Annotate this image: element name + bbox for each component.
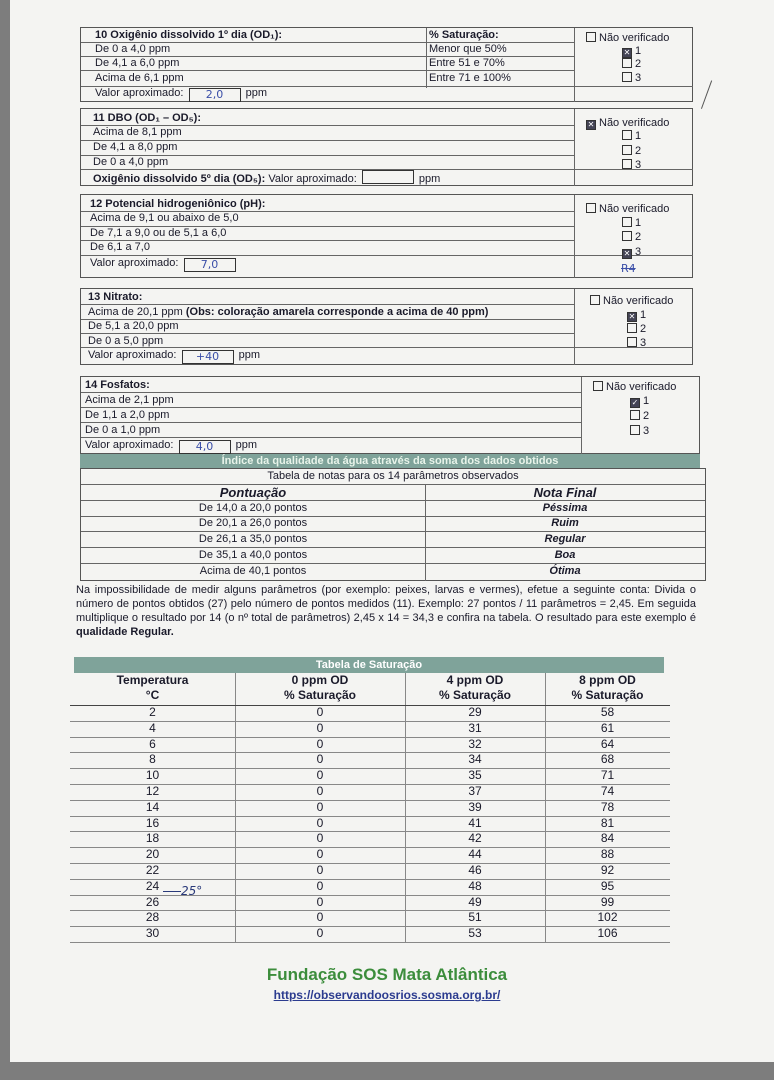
sat-col-subheader: °C	[145, 688, 160, 702]
s11-option-3[interactable]	[622, 158, 641, 172]
s10-range-3: Acima de 6,1 ppm	[95, 72, 184, 84]
grade-row-label: Ruim	[551, 517, 579, 529]
option-label: 2	[643, 410, 650, 422]
s12-range-1: Acima de 9,1 ou abaixo de 5,0	[90, 212, 239, 224]
sat-cell: 68	[600, 752, 615, 767]
sat-cell: 53	[468, 926, 482, 941]
checkbox-checked-icon[interactable]: ✕	[628, 312, 636, 321]
checkbox-icon[interactable]	[627, 323, 637, 333]
s10-range-1: De 0 a 4,0 ppm	[95, 43, 171, 55]
sat-cell: 81	[600, 815, 615, 830]
s10-sat-row-1: Menor que 50%	[429, 43, 507, 55]
section-12-title: 12 Potencial hidrogeniônico (pH):	[90, 198, 266, 210]
sat-cell: 88	[600, 847, 615, 862]
s11-od5-field[interactable]	[362, 170, 414, 184]
index-header-bar: Índice da qualidade da água através da soma dos dados obtidos	[80, 454, 700, 468]
observation-note: (Obs: coloração amarela corresponde a acima de 40 ppm)	[185, 306, 489, 318]
s13-option-3[interactable]	[627, 336, 646, 350]
section-11-title: 11 DBO (OD₁ – OD₅):	[93, 112, 201, 124]
sat-col-subheader: % Saturação	[438, 688, 512, 702]
od5-label: Oxigênio dissolvido 5º dia (OD₅):	[93, 173, 266, 185]
s12-not-verified-option[interactable]	[586, 202, 669, 216]
section-10-oxygen	[80, 27, 693, 102]
option-label: 1	[640, 309, 647, 321]
s13-value-row	[88, 348, 260, 362]
s12-option-2[interactable]	[622, 230, 641, 244]
option-label: 2	[635, 231, 642, 243]
option-label: 1	[635, 130, 642, 142]
s11-range-2: De 4,1 a 8,0 ppm	[93, 141, 178, 153]
s11-option-2[interactable]	[622, 144, 641, 158]
s11-od5-row	[93, 170, 440, 184]
checkbox-icon[interactable]	[593, 381, 603, 391]
col-header-grade: Nota Final	[533, 485, 597, 500]
s14-range-1: Acima de 2,1 ppm	[85, 394, 174, 406]
sat-cell: 51	[468, 910, 482, 925]
saturation-table	[70, 673, 670, 951]
s13-range-2: De 5,1 a 20,0 ppm	[88, 320, 179, 332]
sat-col-subheader: % Saturação	[283, 688, 357, 702]
checkbox-checked-icon[interactable]: ✕	[623, 249, 631, 258]
checkbox-icon[interactable]	[586, 32, 596, 42]
sat-cell: 16	[145, 815, 160, 830]
unit: ppm	[245, 87, 267, 99]
sat-cell: 24	[145, 878, 160, 893]
s14-value-field[interactable]: 4,0	[179, 440, 231, 454]
sat-cell: 18	[145, 831, 160, 846]
sat-cell: 14	[145, 799, 160, 814]
value-label: Valor aproximado:	[88, 349, 177, 361]
s13-option-2[interactable]	[627, 322, 646, 336]
section-11-dbo	[80, 108, 693, 186]
s14-option-2[interactable]	[630, 409, 649, 423]
sat-cell: 8	[149, 752, 156, 767]
section-13-nitrate	[80, 288, 693, 365]
sat-cell: 0	[316, 863, 324, 877]
s10-option-1[interactable]	[622, 44, 641, 58]
s11-range-1: Acima de 8,1 ppm	[93, 126, 182, 138]
sat-cell: 78	[600, 799, 615, 814]
option-label: 1	[643, 395, 650, 407]
checkbox-icon[interactable]	[622, 130, 632, 140]
grade-row-score: De 26,1 a 35,0 pontos	[198, 533, 308, 545]
s12-range-2: De 7,1 a 9,0 ou de 5,1 a 6,0	[90, 227, 227, 239]
sat-cell: 30	[145, 926, 160, 941]
sat-cell: 0	[316, 894, 324, 909]
range-text: Acima de 20,1 ppm	[88, 306, 186, 318]
s10-option-3[interactable]	[622, 71, 641, 85]
checkbox-icon[interactable]	[622, 58, 632, 68]
s12-option-3[interactable]	[622, 245, 641, 259]
s10-sat-row-3: Entre 71 e 100%	[429, 72, 511, 84]
sat-cell: 0	[316, 752, 324, 767]
grade-row-label: Boa	[554, 549, 576, 561]
sat-cell: 2	[149, 705, 156, 719]
checkbox-checked-icon[interactable]: ✕	[587, 120, 595, 129]
sat-col-header: 8 ppm OD	[579, 673, 636, 687]
sat-cell: 106	[597, 926, 618, 941]
sat-cell: 28	[145, 910, 160, 925]
checkbox-checked-icon[interactable]: ✓	[631, 398, 639, 407]
checkbox-icon[interactable]	[622, 159, 632, 169]
value-label: Valor aproximado:	[85, 439, 174, 451]
option-label: 1	[635, 45, 642, 57]
sat-col-header: 0 ppm OD	[291, 673, 349, 687]
option-label: 3	[635, 72, 642, 84]
section-14-phosphates	[80, 376, 700, 454]
sat-cell: 10	[145, 768, 160, 783]
sat-cell: 26	[145, 894, 160, 909]
s12-value-field[interactable]: 7,0	[184, 258, 236, 272]
s12-value-row	[90, 256, 238, 270]
checkbox-icon[interactable]	[630, 425, 640, 435]
sat-cell: 49	[468, 894, 482, 909]
sat-cell: 102	[597, 910, 618, 925]
option-label: Não verificado	[599, 32, 670, 44]
grade-row-label: Péssima	[542, 502, 588, 514]
sat-cell: 46	[468, 863, 482, 877]
unit: ppm	[418, 173, 441, 185]
sat-cell: 0	[316, 878, 324, 893]
grade-row-score: De 35,1 a 40,0 pontos	[198, 549, 308, 561]
sat-cell: 0	[316, 784, 324, 798]
sat-cell: 74	[600, 784, 615, 798]
website-link[interactable]: https://observandoosrios.sosma.org.br/	[273, 988, 501, 1002]
handwritten-value: 25°	[181, 884, 203, 898]
s14-option-3[interactable]	[630, 424, 649, 438]
checkbox-icon[interactable]	[630, 410, 640, 420]
s12-handwritten-note: R4	[621, 262, 636, 275]
s10-sat-row-2: Entre 51 e 70%	[429, 57, 505, 69]
s14-not-verified-option[interactable]	[593, 380, 676, 394]
s10-value-field[interactable]: 2,0	[189, 88, 241, 102]
s14-value-row	[85, 438, 257, 452]
sat-col-subheader: % Saturação	[571, 688, 644, 702]
grade-row-label: Ótima	[549, 565, 581, 577]
paragraph-result: qualidade Regular.	[76, 626, 174, 638]
option-label: Não verificado	[599, 117, 670, 129]
grades-table	[80, 468, 706, 581]
option-label: 3	[643, 425, 650, 437]
s13-not-verified-option[interactable]	[590, 294, 673, 308]
checkbox-icon[interactable]	[622, 217, 632, 227]
s11-not-verified-option[interactable]	[586, 116, 669, 130]
grades-subtitle: Tabela de notas para os 14 parâmetros observados	[267, 470, 519, 482]
s10-not-verified-option[interactable]	[586, 31, 669, 45]
grade-row-score: De 14,0 a 20,0 pontos	[198, 502, 308, 514]
s12-option-1[interactable]	[622, 216, 641, 230]
s10-value-row	[95, 86, 267, 100]
s10-range-2: De 4,1 a 6,0 ppm	[95, 57, 180, 69]
sat-cell: 32	[468, 736, 482, 751]
sat-cell: 0	[316, 768, 324, 783]
s11-option-1[interactable]	[622, 129, 641, 143]
sat-col-header: 4 ppm OD	[446, 673, 504, 687]
sat-cell: 71	[600, 768, 615, 783]
sat-cell: 95	[600, 878, 615, 893]
sat-cell: 12	[145, 784, 160, 798]
sat-col-header: Temperatura	[116, 673, 189, 687]
sat-cell: 64	[600, 736, 615, 751]
sat-cell: 39	[468, 799, 482, 814]
section-13-title: 13 Nitrato:	[88, 291, 143, 303]
grade-row-score: Acima de 40,1 pontos	[199, 565, 307, 577]
sat-cell: 58	[600, 705, 615, 719]
s11-range-3: De 0 a 4,0 ppm	[93, 156, 169, 168]
checkbox-icon[interactable]	[627, 337, 637, 347]
s10-sat-title: % Saturação:	[429, 29, 499, 41]
grade-row-label: Regular	[544, 533, 586, 545]
checkbox-icon[interactable]	[586, 203, 596, 213]
sat-cell: 34	[468, 752, 482, 767]
value-label: Valor aproximado:	[90, 257, 179, 269]
option-label: Não verificado	[603, 295, 674, 307]
checkbox-icon[interactable]	[622, 231, 632, 241]
s13-value-field[interactable]: +40	[182, 350, 234, 364]
s13-range-1	[88, 305, 488, 319]
s13-option-1[interactable]	[627, 308, 646, 322]
saturation-table-title: Tabela de Saturação	[74, 657, 664, 673]
unit: ppm	[238, 349, 260, 361]
sat-cell: 0	[316, 847, 324, 862]
instructions-paragraph	[76, 583, 696, 639]
checkbox-icon[interactable]	[590, 295, 600, 305]
s12-range-3: De 6,1 a 7,0	[90, 241, 150, 253]
sat-cell: 37	[468, 784, 482, 798]
sat-cell: 0	[316, 910, 324, 925]
sat-cell: 0	[316, 705, 324, 719]
checkbox-icon[interactable]	[622, 72, 632, 82]
grade-row-score: De 20,1 a 26,0 pontos	[198, 517, 308, 529]
sat-cell: 35	[468, 768, 482, 783]
handwritten-temperature-note	[163, 884, 202, 898]
option-label: Não verificado	[606, 381, 677, 393]
option-label: Não verificado	[599, 203, 670, 215]
option-label: 2	[635, 58, 642, 70]
sat-cell: 0	[316, 815, 324, 830]
value-label: Valor aproximado:	[95, 87, 184, 99]
sat-cell: 31	[468, 720, 482, 735]
option-label: 2	[640, 323, 647, 335]
sat-cell: 0	[316, 720, 324, 735]
sat-cell: 6	[149, 736, 156, 751]
section-14-title: 14 Fosfatos:	[85, 379, 150, 391]
sat-cell: 41	[468, 815, 482, 830]
s10-option-2[interactable]	[622, 57, 641, 71]
section-12-ph	[80, 194, 693, 278]
option-label: 2	[635, 145, 642, 157]
sat-cell: 4	[149, 720, 156, 735]
sat-cell: 0	[316, 799, 324, 814]
value-label: Valor aproximado:	[268, 173, 357, 185]
sat-cell: 29	[468, 705, 482, 719]
option-label: 3	[635, 159, 642, 171]
s14-range-3: De 0 a 1,0 ppm	[85, 424, 161, 436]
sat-cell: 0	[316, 831, 324, 846]
checkbox-checked-icon[interactable]: ✕	[623, 48, 631, 57]
sat-cell: 44	[468, 847, 482, 862]
option-label: 3	[635, 246, 642, 258]
checkbox-icon[interactable]	[622, 145, 632, 155]
sat-cell: 48	[468, 878, 482, 893]
sat-cell: 20	[145, 847, 160, 862]
sat-cell: 99	[600, 894, 615, 909]
sat-cell: 61	[600, 720, 615, 735]
s13-range-3: De 0 a 5,0 ppm	[88, 335, 164, 347]
sat-cell: 92	[600, 863, 615, 877]
sat-cell: 42	[468, 831, 482, 846]
s14-range-2: De 1,1 a 2,0 ppm	[85, 409, 170, 421]
option-label: 3	[640, 337, 647, 349]
sat-cell: 22	[145, 863, 160, 877]
section-10-title: 10 Oxigênio dissolvido 1º dia (OD₁):	[95, 29, 283, 41]
col-header-score: Pontuação	[219, 485, 287, 500]
s14-option-1[interactable]	[630, 394, 649, 408]
sat-cell: 0	[316, 926, 324, 941]
option-label: 1	[635, 217, 642, 229]
unit: ppm	[235, 439, 257, 451]
sat-cell: 84	[600, 831, 615, 846]
sat-cell: 0	[316, 736, 324, 751]
organization-name: Fundação SOS Mata Atlântica	[266, 965, 508, 984]
paragraph-text: Na impossibilidade de medir alguns parâmetros (por exemplo: peixes, larvas e vermes), efetue a seguinte conta: Divida o número de pontos obtidos (27) pelo número de pontos medidos (11). Exemplo: 27 pontos / 11 parâmetros = 2,45. Em seguida multiplique o resultado por 14 (o nº total de parâmetros) 2,45 x 14 = 34,3 e confira na tabela. O resultado para este exemplo é	[76, 584, 696, 624]
